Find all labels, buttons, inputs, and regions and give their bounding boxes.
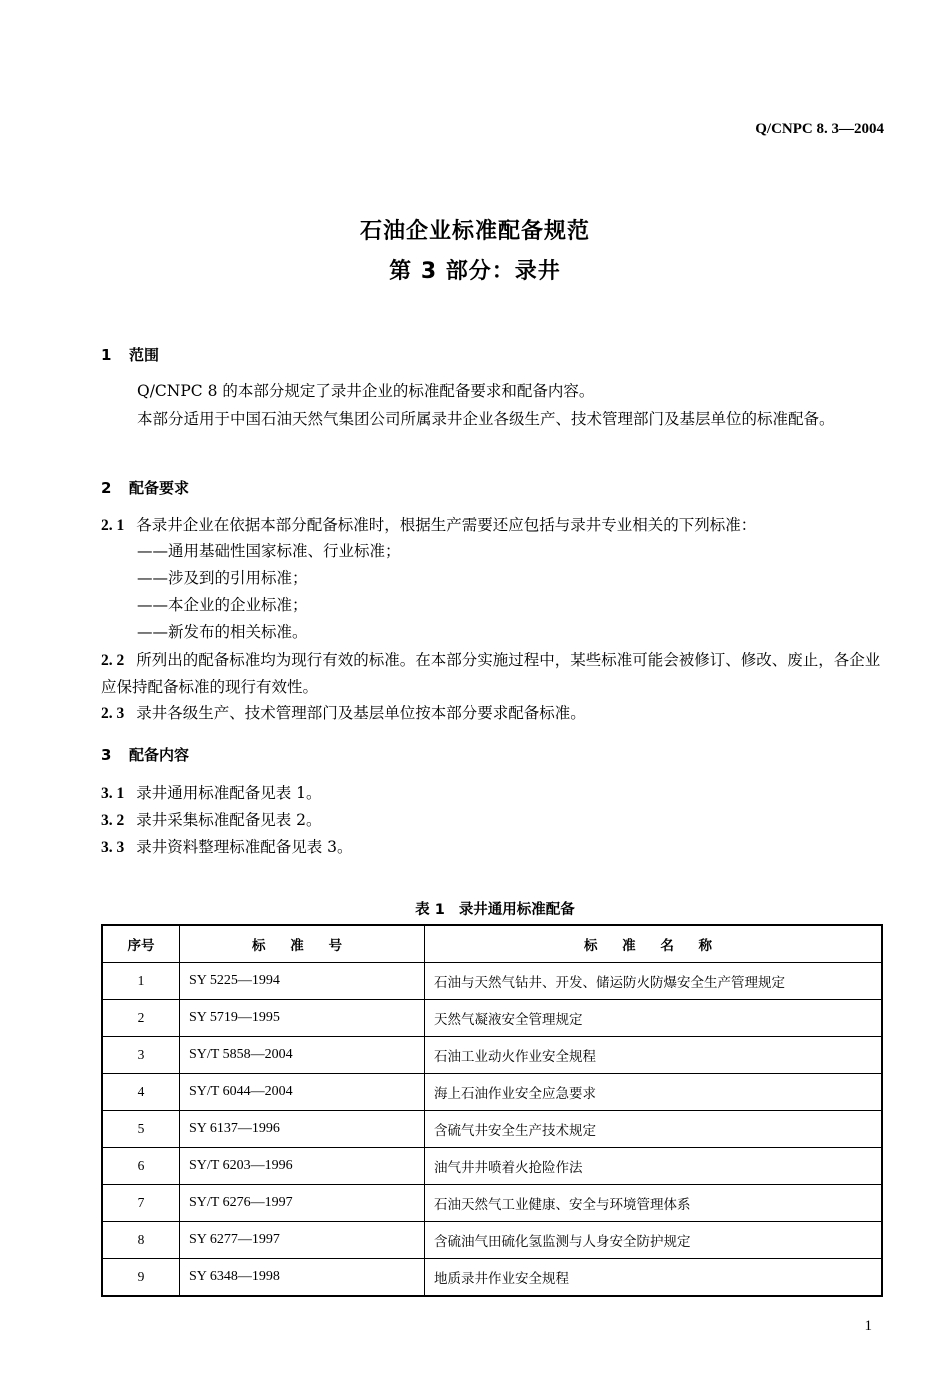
- section-title: 配备内容: [129, 746, 190, 764]
- cell-seq: 6: [102, 1148, 180, 1185]
- cell-std-number: SY 6348—1998: [180, 1259, 425, 1297]
- cell-std-number: SY 5719—1995: [180, 1000, 425, 1037]
- section-title: 范围: [129, 346, 160, 364]
- table-row: [102, 963, 882, 1000]
- section-1-paragraph-1: Q/CNPC 8 的本部分规定了录井企业的标准配备要求和配备内容。: [137, 382, 595, 400]
- cell-seq: 1: [102, 963, 180, 1000]
- standard-code: Q/CNPC 8. 3—2004: [755, 121, 884, 137]
- clause-3-3: [101, 834, 886, 861]
- clause-2-2: [101, 647, 886, 701]
- cell-std-name: 地质录井作业安全规程: [425, 1259, 883, 1297]
- cell-std-name: 天然气凝液安全管理规定: [425, 1000, 883, 1037]
- cell-std-number: SY/T 6203—1996: [180, 1148, 425, 1185]
- cell-std-number: SY 5225—1994: [180, 963, 425, 1000]
- cell-seq: 5: [102, 1111, 180, 1148]
- clause-text: 各录井企业在依据本部分配备标准时，根据生产需要还应包括与录井专业相关的下列标准：: [136, 516, 757, 534]
- clause-2-1: [101, 512, 886, 539]
- cell-std-number: SY/T 6044—2004: [180, 1074, 425, 1111]
- cell-std-number: SY 6137—1996: [180, 1111, 425, 1148]
- section-1-paragraph-2: 本部分适用于中国石油天然气集团公司所属录井企业各级生产、技术管理部门及基层单位的标准配备。: [137, 410, 835, 428]
- dash-item: ——新发布的相关标准。: [137, 623, 308, 641]
- clause-number: 2. 3: [101, 705, 125, 722]
- clause-number: 2. 1: [101, 517, 125, 534]
- section-3-heading: [101, 744, 189, 765]
- cell-seq: 9: [102, 1259, 180, 1297]
- table-row: [102, 1111, 882, 1148]
- cell-std-number: SY/T 6276—1997: [180, 1185, 425, 1222]
- table-caption-number: 表 1: [415, 902, 445, 918]
- cell-seq: 2: [102, 1000, 180, 1037]
- table-row: [102, 1037, 882, 1074]
- section-2-heading: [101, 477, 189, 498]
- section-1-heading: [101, 344, 159, 365]
- clause-text: 录井通用标准配备见表 1。: [136, 784, 322, 802]
- clause-text: 所列出的配备标准均为现行有效的标准。在本部分实施过程中，某些标准可能会被修订、修改、废止，各企业应保持配备标准的现行有效性。: [101, 651, 881, 696]
- table-caption: [0, 898, 950, 919]
- cell-seq: 7: [102, 1185, 180, 1222]
- section-number: 1: [101, 346, 112, 364]
- cell-std-number: SY 6277—1997: [180, 1222, 425, 1259]
- dash-item: ——通用基础性国家标准、行业标准；: [137, 542, 401, 560]
- clause-text: 录井采集标准配备见表 2。: [136, 811, 322, 829]
- section-number: 3: [101, 746, 112, 764]
- document-title: 石油企业标准配备规范: [359, 219, 590, 244]
- cell-std-number: SY/T 5858—2004: [180, 1037, 425, 1074]
- table-row: [102, 1185, 882, 1222]
- table-row: [102, 1148, 882, 1185]
- cell-std-name: 海上石油作业安全应急要求: [425, 1074, 883, 1111]
- cell-seq: 3: [102, 1037, 180, 1074]
- clause-3-1: [101, 780, 886, 807]
- clause-3-2: [101, 807, 886, 834]
- clause-number: 3. 3: [101, 839, 125, 856]
- clause-number: 3. 2: [101, 812, 125, 829]
- cell-std-name: 含硫气井安全生产技术规定: [425, 1111, 883, 1148]
- cell-seq: 4: [102, 1074, 180, 1111]
- table-row: [102, 1259, 882, 1297]
- header-std-name: 标 准 名 称: [425, 925, 883, 963]
- standards-table: [101, 924, 883, 1297]
- header-seq: 序号: [102, 925, 180, 963]
- table-row: [102, 1000, 882, 1037]
- table-row: [102, 1074, 882, 1111]
- document-subtitle: 第 3 部分：录井: [389, 259, 561, 284]
- page-number: 1: [864, 1318, 872, 1334]
- cell-std-name: 石油天然气工业健康、安全与环境管理体系: [425, 1185, 883, 1222]
- cell-std-name: 含硫油气田硫化氢监测与人身安全防护规定: [425, 1222, 883, 1259]
- table-caption-text: 录井通用标准配备: [458, 902, 575, 918]
- header-std-number: 标 准 号: [180, 925, 425, 963]
- clause-text: 录井资料整理标准配备见表 3。: [136, 838, 353, 856]
- clause-2-3: [101, 700, 886, 727]
- section-title: 配备要求: [129, 479, 190, 497]
- cell-seq: 8: [102, 1222, 180, 1259]
- section-number: 2: [101, 479, 112, 497]
- clause-number: 2. 2: [101, 652, 125, 669]
- table-header-row: [102, 925, 882, 963]
- cell-std-name: 油气井井喷着火抢险作法: [425, 1148, 883, 1185]
- dash-item: ——本企业的企业标准；: [137, 596, 308, 614]
- cell-std-name: 石油工业动火作业安全规程: [425, 1037, 883, 1074]
- table-row: [102, 1222, 882, 1259]
- clause-text: 录井各级生产、技术管理部门及基层单位按本部分要求配备标准。: [136, 704, 586, 722]
- dash-item: ——涉及到的引用标准；: [137, 569, 308, 587]
- cell-std-name: 石油与天然气钻井、开发、储运防火防爆安全生产管理规定: [425, 963, 883, 1000]
- clause-number: 3. 1: [101, 785, 125, 802]
